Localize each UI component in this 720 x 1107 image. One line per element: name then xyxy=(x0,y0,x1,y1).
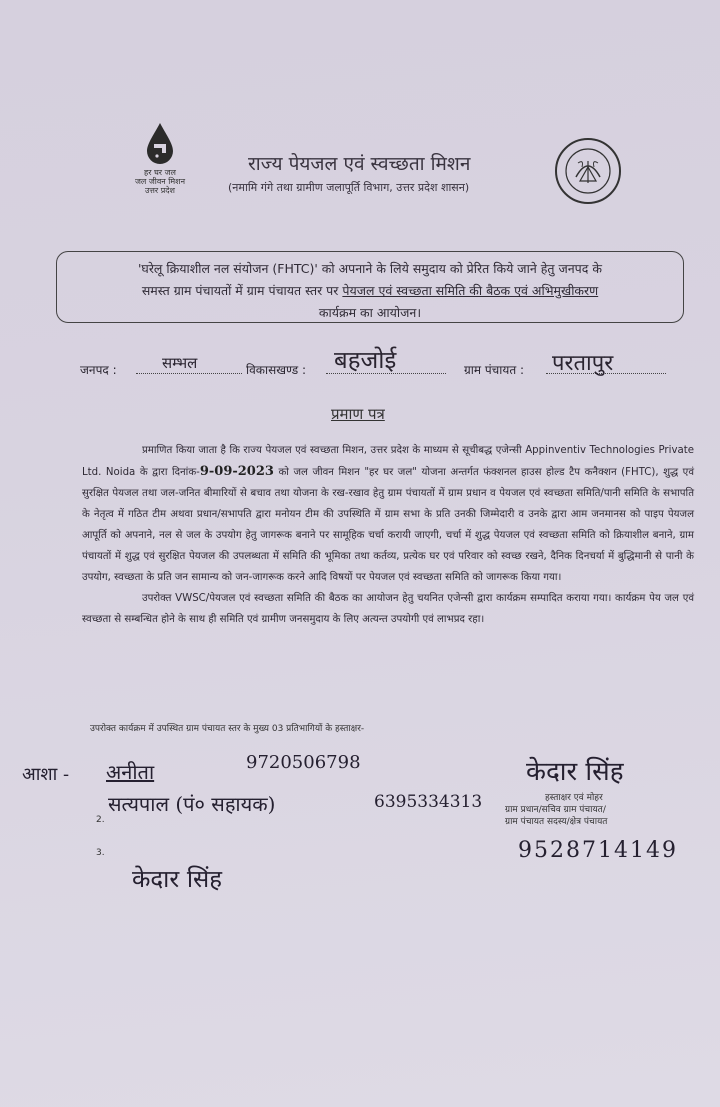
program-date: 9-09-2023 xyxy=(199,464,274,479)
signature-1-name: अनीता xyxy=(106,760,155,784)
banner-line-2 xyxy=(67,280,673,302)
district-label: जनपद : xyxy=(80,363,117,377)
signature-1-prefix: आशा - xyxy=(22,764,70,785)
har-ghar-jal-logo xyxy=(125,122,195,195)
logo-caption-1: हर घर जल xyxy=(144,168,176,177)
certificate-title: प्रमाण पत्र xyxy=(331,405,385,423)
mission-title: राज्य पेयजल एवं स्वच्छता मिशन xyxy=(248,153,471,175)
designation-line-2: ग्राम पंचायत सदस्य/क्षेत्र पंचायत xyxy=(505,817,608,827)
paragraph-1-part-b: को जल जीवन मिशन "हर घर जल" योजना अन्तर्गत फंक्शनल हाउस होल्ड टैप कनैक्शन (FHTC), शुद्ध एवं सुरक्षित पेयजल तथा जल-जनित बीमारियों से बचाव तथा योजना के रख-रखाव हेतु ग्राम पंचायतों में ग्राम प्रधान व पेयजल एवं स्वच्छता समिति/पानी समिति के सभापति के नेतृत्व में गठित टीम अथवा प्रधान/सभापति द्वारा मनोयन टीम की उपस्थिति में ग्राम सभा के प्रति उनकी जिम्मेदारी व उनके द्वारा आम जनमानस को पाइप पेयजल आपूर्ति को अपनाने, नल से जल के उपयोग हेतु जागरूक बनाने पर सामूहिक चर्चा करायी जाएगी, चर्चा में शुद्ध पेयजल एवं स्वच्छता समिति को क्रियाशील बनाने, ग्राम पंचायतों में शुद्ध एवं सुरक्षित पेयजल की उपलब्धता में समिति की भूमिका तथा कर्तव्य, प्रत्येक घर एवं परिवार को स्वच्छ रखने, दैनिक दिनचर्या में बुद्धिमानी से पानी के उपयोग, स्वच्छता के प्रति जन सामान्य को जन-जागरूक करने आदि विषयों पर पेयजल एवं स्वच्छता समिति को जागरूक किया गया। xyxy=(82,467,694,583)
signature-2-text: सत्यपाल (पं० सहायक) xyxy=(108,792,276,816)
mission-subtitle: (नमामि गंगे तथा ग्रामीण जलापूर्ति विभाग, उत्तर प्रदेश शासन) xyxy=(228,181,470,194)
signature-2-phone: 6395334313 xyxy=(374,792,483,812)
paragraph-1-part-a: प्रमाणित किया जाता है कि राज्य पेयजल एवं स्वच्छता मिशन, उत्तर प्रदेश के माध्यम से सूचीबद्ध एजेन्सी Appinventiv Technologies Private Ltd. Noida के द्वारा दिनांक- xyxy=(82,445,694,478)
pradhan-phone: 9528714149 xyxy=(518,838,678,863)
certificate-paragraph-1 xyxy=(82,440,694,588)
water-drop-icon xyxy=(145,122,175,164)
district-line xyxy=(136,373,242,374)
banner-line-2b: पेयजल एवं स्वच्छता समिति की बैठक एवं अभिमुखीकरण xyxy=(342,283,599,298)
up-government-seal-icon xyxy=(554,137,622,205)
designation-line-1: ग्राम प्रधान/सचिव ग्राम पंचायत/ xyxy=(505,805,606,815)
sign-and-seal-label: हस्ताक्षर एवं मोहर xyxy=(545,793,603,803)
block-value: बहजोई xyxy=(334,346,397,374)
banner-line-3: कार्यक्रम का आयोजन। xyxy=(318,305,422,320)
pradhan-signature: केदार सिंह xyxy=(526,757,624,787)
program-banner xyxy=(56,251,684,323)
district-value: सम्भल xyxy=(162,354,198,372)
banner-line-1: 'घरेलू क्रियाशील नल संयोजन (FHTC)' को अपनाने के लिये समुदाय को प्रेरित किये जाने हेतु जनपद के xyxy=(138,261,602,276)
logo-caption-3: उत्तर प्रदेश xyxy=(145,186,175,195)
signatures-intro: उपरोक्त कार्यक्रम में उपस्थित ग्राम पंचायत स्तर के मुख्य 03 प्रतिभागियों के हस्ताक्षर- xyxy=(90,724,365,734)
signatory-designation xyxy=(505,792,607,828)
signature-2-number: 2. xyxy=(96,815,105,825)
gram-panchayat-value: परतापुर xyxy=(552,351,614,376)
gram-panchayat-label: ग्राम पंचायत : xyxy=(464,363,525,377)
signature-3-text: केदार सिंह xyxy=(132,865,223,893)
banner-line-2a: समस्त ग्राम पंचायतों में ग्राम पंचायत स्तर पर xyxy=(141,283,343,298)
block-label: विकासखण्ड : xyxy=(246,363,307,377)
certificate-body xyxy=(82,440,694,630)
logo-caption-2: जल जीवन मिशन xyxy=(134,177,186,186)
signature-1-phone: 9720506798 xyxy=(246,752,361,773)
certificate-paragraph-2: उपरोक्त VWSC/पेयजल एवं स्वच्छता समिति की बैठक का आयोजन हेतु चयनित एजेन्सी द्वारा कार्यक्रम सम्पादित कराया गया। कार्यक्रम पेय जल एवं स्वच्छता से सम्बन्धित होने के साथ ही समिति एवं ग्रामीण जनसमुदाय के लिए अत्यन्त उपयोगी एवं लाभप्रद रहा। xyxy=(82,593,694,625)
signature-3-number: 3. xyxy=(96,848,105,858)
